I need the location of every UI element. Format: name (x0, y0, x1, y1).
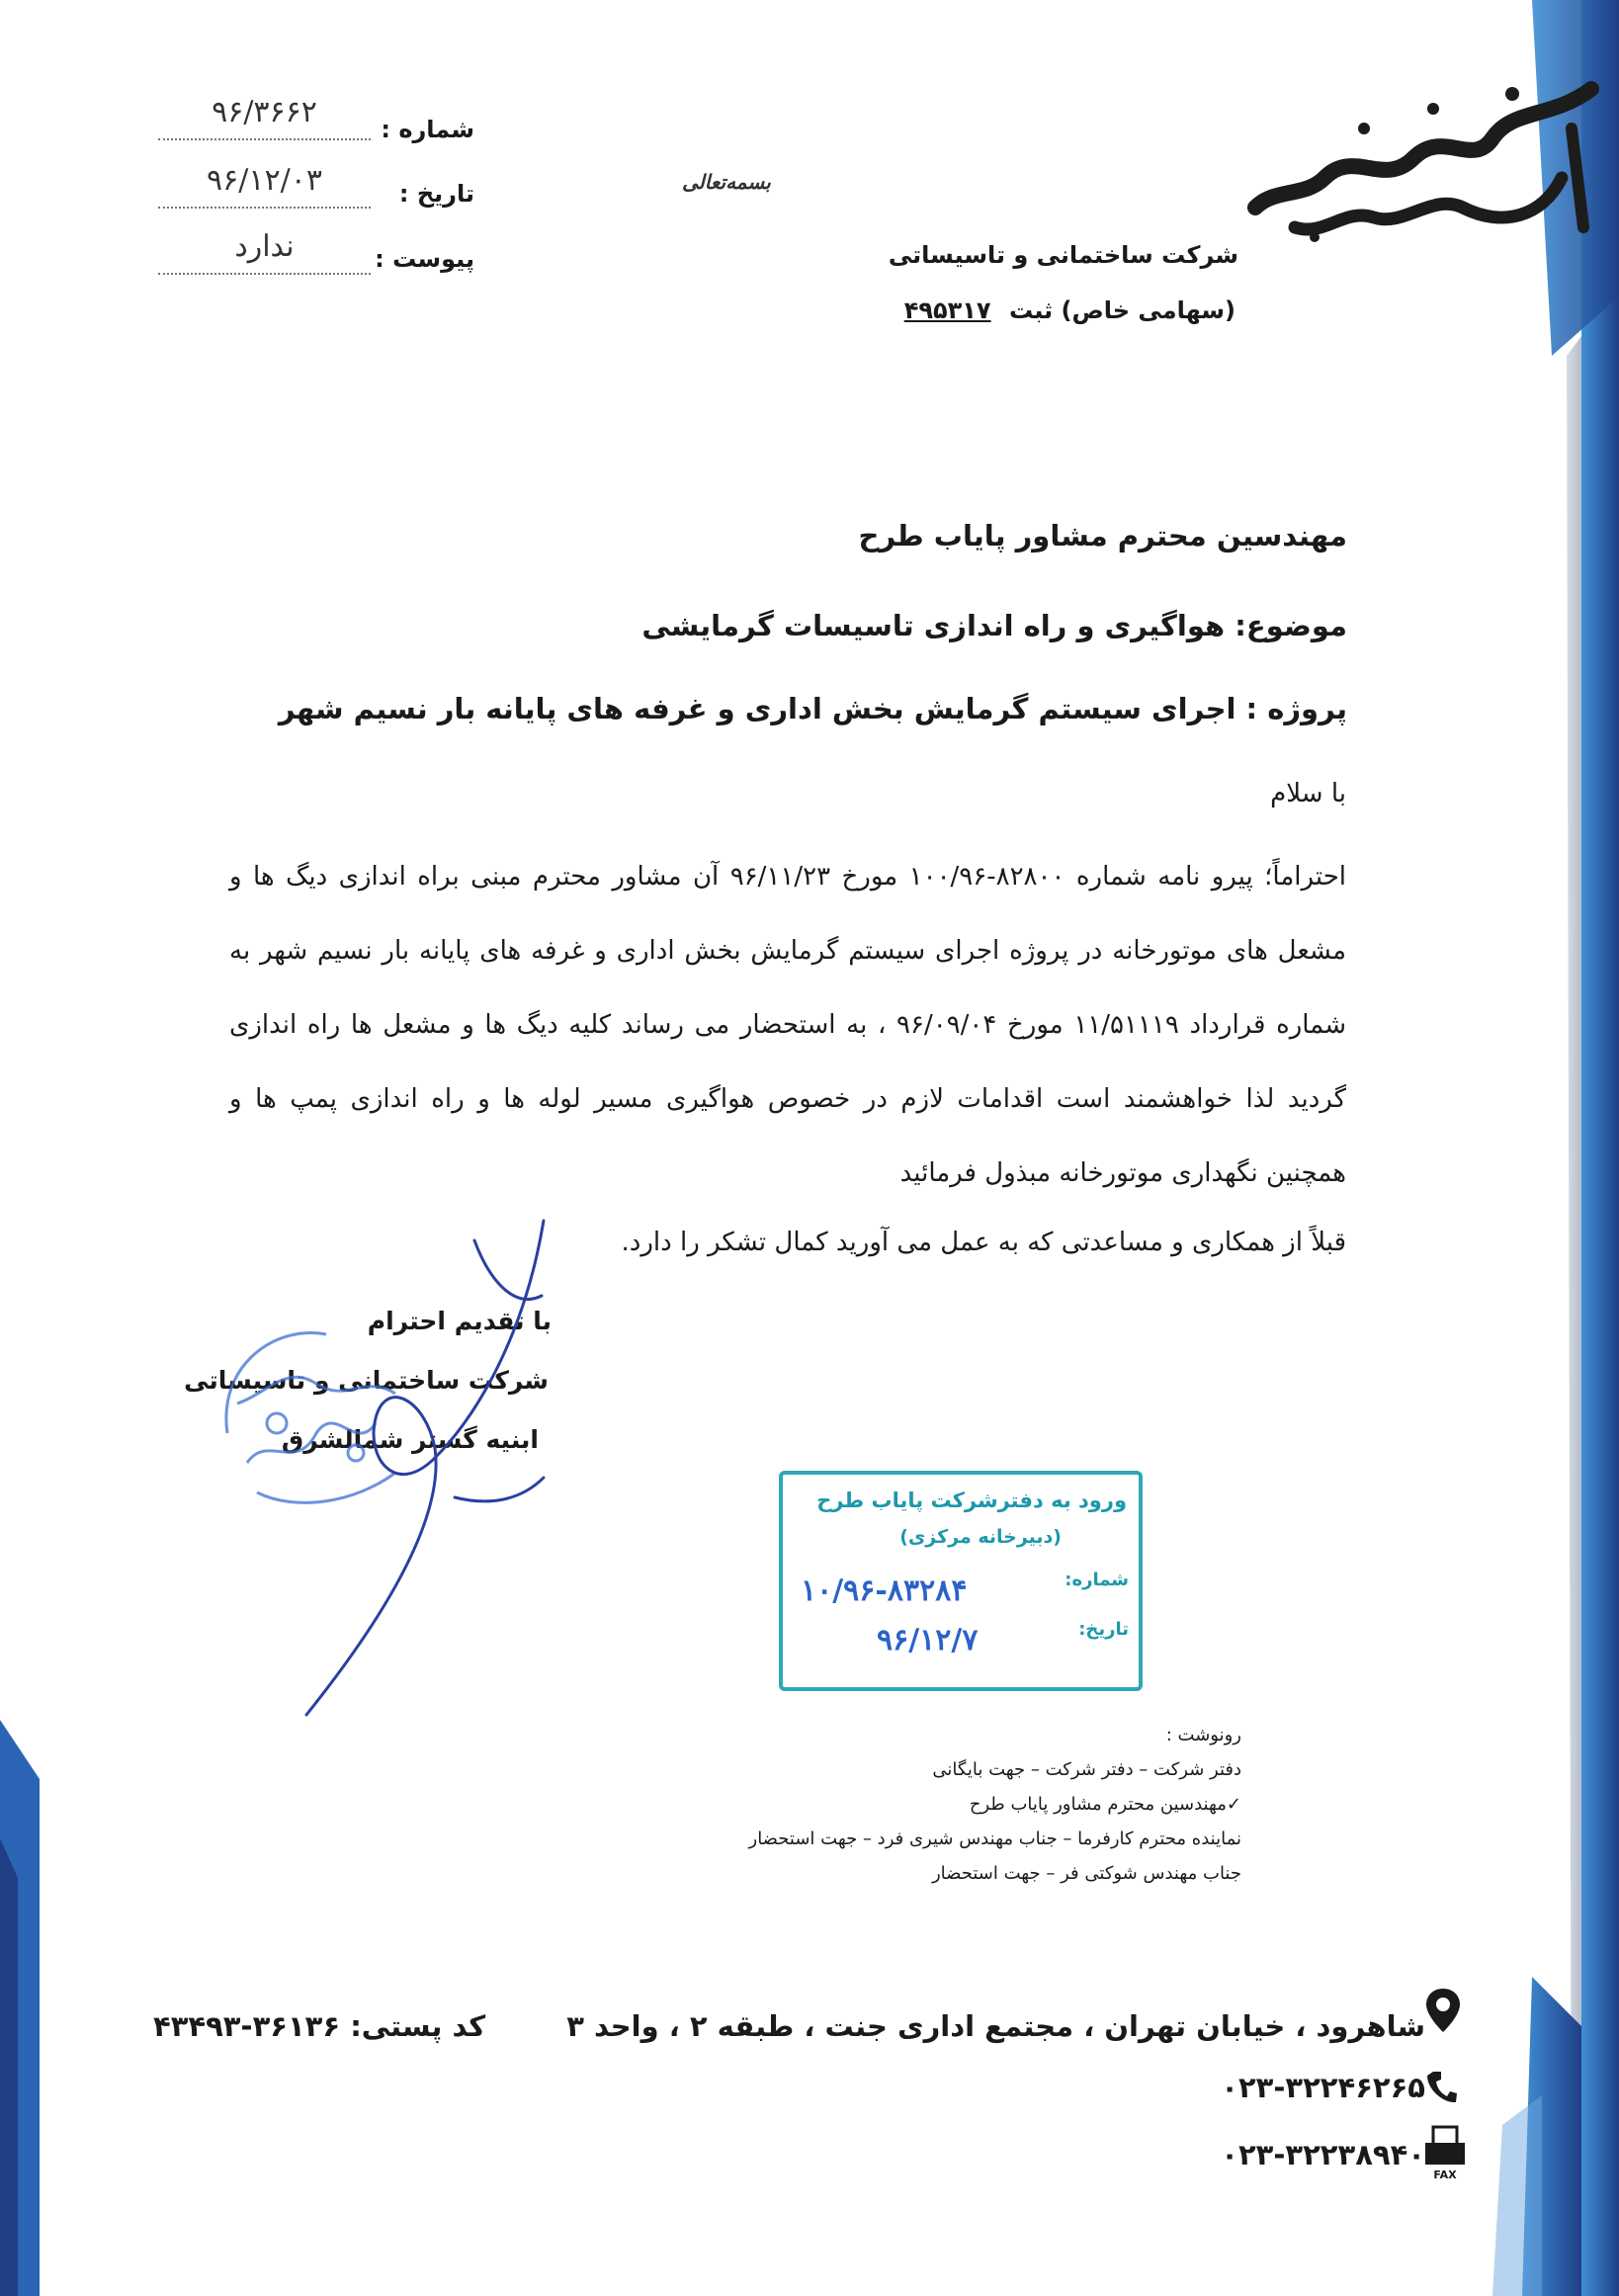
stamp-date-value: ۹۶/۱۲/۷ (877, 1623, 979, 1658)
date-value: ۹۶/۱۲/۰۳ (158, 163, 371, 209)
footer-address: شاهرود ، خیابان تهران ، مجتمع اداری جنت ، طبقه ۲ ، واحد ۳ (566, 2009, 1425, 2043)
postal-code: ۳۶۱۳۶-۴۳۴۹۳ (153, 2009, 341, 2043)
letter-body: احتراماً؛ پیرو نامه شماره ۸۲۸۰۰-۱۰۰/۹۶ مورخ ۹۶/۱۱/۲۳ آن مشاور محترم مبنی براه اندازی دیگ ها و مشعل های موتورخانه در پروژه اجرای سیستم گرمایش بخش اداری و غرفه های پایانه بار نسیم شهر به شماره قرارداد ۱۱/۵۱۱۱۹ مورخ ۹۶/۰۹/۰۴ ، به استحضار می رساند کلیه دیگ ها و مشعل ها راه اندازی گردید لذا خواهشمند است اقدامات لازم در خصوص هواگیری مسیر لوله ها و راه اندازی پمپ ها و همچنین نگهداری موتورخانه مبذول فرمائید (229, 862, 1346, 1188)
reception-stamp (779, 1471, 1143, 1691)
postal-label: کد پستی: (350, 2009, 486, 2043)
signature-company-line: شرکت ساختمانی و تاسیساتی (184, 1366, 549, 1395)
cc-item: ✓مهندسین محترم مشاور پایاب طرح (969, 1794, 1241, 1815)
subject: موضوع: هواگیری و راه اندازی تاسیسات گرمایشی (641, 609, 1347, 642)
fax-icon-label: FAX (1433, 2168, 1457, 2181)
cc-list (749, 1718, 1242, 1891)
handwritten-signature (277, 1201, 573, 1735)
attachment-value: ندارد (158, 229, 371, 275)
attachment-label: پیوست : (375, 245, 474, 273)
stamp-date-label: تاریخ: (1078, 1619, 1129, 1640)
registration-number: ۴۹۵۳۱۷ (903, 297, 991, 324)
cc-item: جناب مهندس شوکتی فر – جهت استحضار (931, 1863, 1241, 1884)
cc-title: رونوشت : (1165, 1725, 1241, 1745)
footer-fax: ۰۲۳-۳۲۲۳۸۹۴۰ (1221, 2138, 1425, 2171)
company-logo (1216, 69, 1611, 247)
cc-item: نماینده محترم کارفرما – جناب مهندس شیری فرد – جهت استحضار (748, 1828, 1241, 1849)
greeting: با سلام (1270, 779, 1346, 808)
stamp-number-value: ۱۰/۹۶-۸۳۲۸۴ (801, 1573, 968, 1608)
recipient: مهندسین محترم مشاور پایاب طرح (858, 519, 1347, 553)
stamp-subtitle: (دبیرخانه مرکزی) (899, 1526, 1062, 1548)
company-type: (سهامی خاص) (1061, 297, 1236, 324)
number-value: ۹۶/۳۶۶۲ (158, 95, 371, 140)
company-registration (904, 297, 1236, 324)
number-label: شماره : (381, 116, 474, 143)
footer-phone: ۰۲۳-۳۲۲۴۶۲۶۵ (1221, 2071, 1425, 2104)
company-subtitle: شرکت ساختمانی و تاسیساتی (888, 241, 1238, 269)
stamp-number-label: شماره: (1065, 1570, 1129, 1590)
phone-icon (1423, 2068, 1459, 2107)
signature-company-name: ابنیه گستر شمالشرق (281, 1425, 539, 1454)
date-label: تاریخ : (398, 180, 474, 208)
footer-postal (153, 2009, 485, 2043)
fax-icon (1423, 2125, 1467, 2182)
project: پروژه : اجرای سیستم گرمایش بخش اداری و غرفه های پایانه بار نسیم شهر (278, 692, 1347, 725)
location-pin-icon (1423, 1987, 1463, 2036)
decorative-side-band (1384, 0, 1619, 2296)
cc-item: دفتر شرکت – دفتر شرکت – جهت بایگانی (932, 1759, 1241, 1780)
decorative-left-band (0, 1720, 40, 2296)
registration-label: ثبت (1008, 297, 1054, 324)
basmala: بسمه‌تعالی (682, 170, 771, 194)
closing: با تقدیم احترام (367, 1307, 552, 1335)
thanks-line: قبلاً از همکاری و مساعدتی که به عمل می آورید کمال تشکر را دارد. (621, 1228, 1346, 1257)
stamp-title: ورود به دفترشرکت پایاب طرح (816, 1488, 1127, 1512)
